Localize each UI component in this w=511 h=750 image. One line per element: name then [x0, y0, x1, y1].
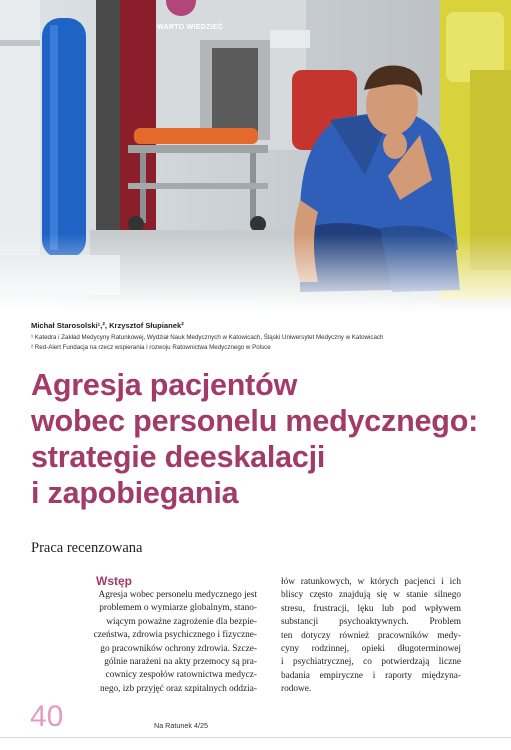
body-line: czeństwa, zdrowia psychicznego i fizyczne- — [93, 630, 257, 641]
body-line: go pracowników ochrony zdrowia. Szcze- — [100, 643, 257, 654]
affiliation-2: ² Red-Alert Fundacja na rzecz wspierania i rozwoju Ratownictwa Medycznego w Polsce — [31, 344, 271, 351]
body-column-2 — [281, 576, 461, 697]
body-line: problemem o wymiarze globalnym, stano- — [99, 603, 257, 614]
body-line: wiącym poważne zagrożenie dla bezpie- — [106, 616, 257, 627]
article-subtitle: Praca recenzowana — [31, 540, 143, 556]
affiliation-1: ¹ Katedra i Zakład Medycyny Ratunkowej, Wydział Nauk Medycznych w Katowicach, Śląski Uniwersytet Medyczny w Katowicach — [31, 334, 384, 341]
body-line: stresu, frustracji, lęku lub pod wpływem — [281, 603, 461, 614]
title-line: i zapobiegania — [31, 476, 239, 510]
title-line: wobec personelu medycznego: — [31, 404, 479, 438]
body-line: badania empiryczne i raporty międzyna- — [281, 670, 461, 681]
cover-photo — [0, 0, 511, 312]
body-line: i psychiatrycznej, co potwierdzają liczne — [281, 657, 461, 668]
title-line: strategie deeskalacji — [31, 440, 326, 474]
page-number: 40 — [30, 700, 64, 733]
body-line: cownicy zespołów ratownictwa medycz- — [105, 670, 257, 681]
title-line: Agresja pacjentów — [31, 368, 298, 402]
body-line: cyny rodzinnej, opieki długoterminowej — [281, 644, 461, 655]
body-column-1 — [92, 589, 257, 696]
body-line: gólnie narażeni na akty przemocy są pra- — [104, 657, 257, 668]
body-line: substancji psychoaktywnych. Problem — [281, 617, 461, 628]
body-line: Agresja wobec personelu medycznego jest — [98, 590, 257, 600]
body-line: rodowe. — [281, 684, 312, 695]
body-line: ten dotyczy również pracowników medy- — [281, 630, 461, 641]
article-title — [31, 367, 501, 511]
magazine-issue: Na Ratunek 4/25 — [154, 721, 208, 730]
author-names: Michał Starosolski¹,², Krzysztof Słupianek² — [31, 321, 184, 330]
body-line: łów ratunkowych, w których pacjenci i ich — [281, 577, 461, 587]
section-label: WARTO WIEDZIEĆ — [157, 24, 224, 31]
intro-heading: Wstęp — [96, 574, 132, 588]
body-line: nego, izb przyjęć oraz szpitalnych oddzia- — [100, 683, 257, 694]
footer-divider — [0, 737, 511, 738]
body-line: bliscy często znajdują się w stanie silnego — [281, 590, 461, 601]
